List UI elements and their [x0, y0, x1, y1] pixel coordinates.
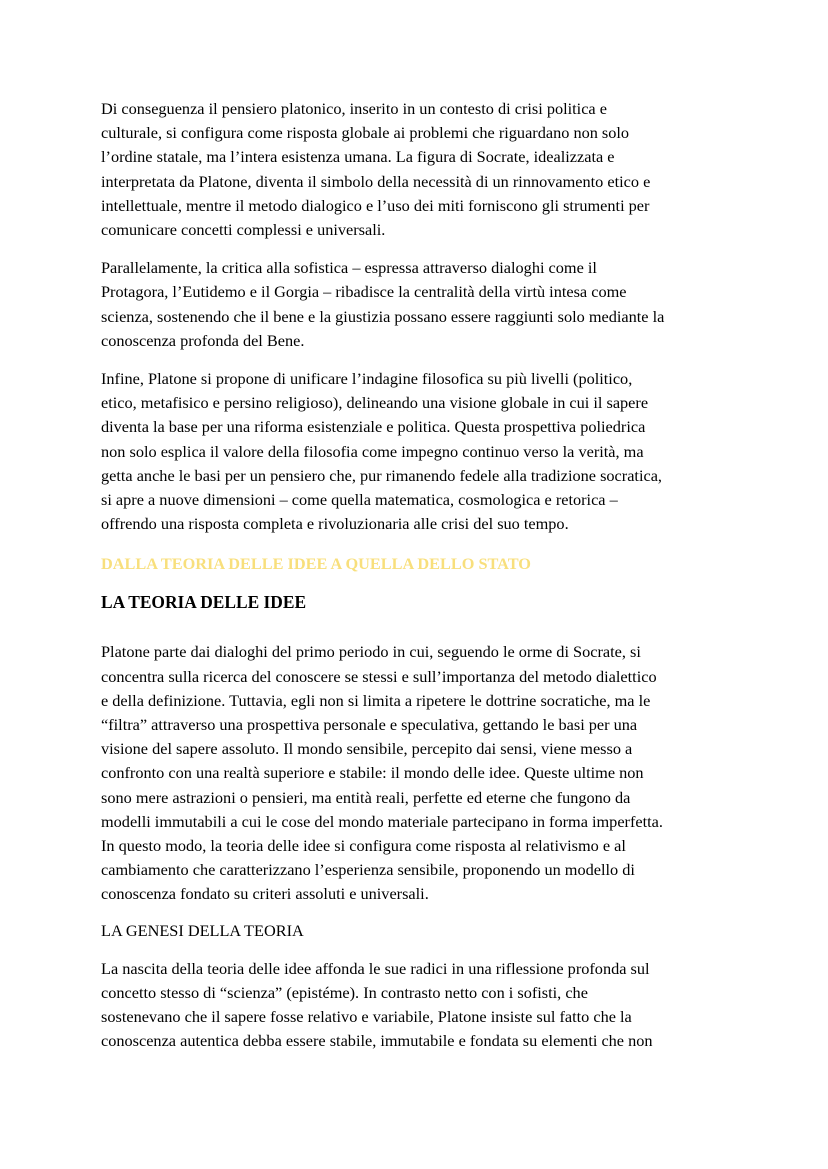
document-page — [101, 97, 741, 1054]
text-line: “filtra” attraverso una prospettiva personale e speculativa, gettando le basi per una — [101, 715, 638, 735]
text-line: sostenevano che il sapere fosse relativo e variabile, Platone insiste sul fatto che la — [101, 1007, 632, 1027]
text-line: concetto stesso di “scienza” (epistéme). In contrasto netto con i sofisti, che — [101, 982, 588, 1002]
text-line: getta anche le basi per un pensiero che, pur rimanendo fedele alla tradizione socratica, — [101, 465, 662, 485]
paragraph-sofistica — [101, 256, 741, 353]
heading-teoria-idee: LA TEORIA DELLE IDEE — [101, 592, 307, 613]
paragraph-crisi — [101, 97, 741, 242]
section-title: DALLA TEORIA DELLE IDEE A QUELLA DELLO STATO — [101, 554, 531, 574]
text-line: scienza, sostenendo che il bene e la giustizia possano essere raggiunti solo mediante la — [101, 306, 665, 326]
text-line: concentra sulla ricerca del conoscere se stessi e sull’importanza del metodo dialettico — [101, 666, 657, 686]
text-line: etico, metafisico e persino religioso), delineando una visione globale in cui il sapere — [101, 393, 649, 413]
text-line: La nascita della teoria delle idee affonda le sue radici in una riflessione profonda sul — [101, 958, 650, 978]
text-line: cambiamento che caratterizzano l’esperienza sensibile, proponendo un modello di — [101, 860, 635, 880]
text-line: intellettuale, mentre il metodo dialogico e l’uso dei miti forniscono gli strumenti per — [101, 195, 650, 215]
text-line: Parallelamente, la critica alla sofistica – espressa attraverso dialoghi come il — [101, 258, 597, 278]
text-line: conoscenza profonda del Bene. — [101, 330, 305, 350]
text-line: si apre a nuove dimensioni – come quella matematica, cosmologica e retorica – — [101, 490, 618, 510]
subheading-genesi: LA GENESI DELLA TEORIA — [101, 920, 304, 940]
paragraph-teoria-idee — [101, 640, 741, 906]
paragraph-infine — [101, 367, 741, 536]
text-line: confronto con una realtà superiore e stabile: il mondo delle idee. Queste ultime non — [101, 763, 644, 783]
text-line: offrendo una risposta completa e rivoluzionaria alle crisi del suo tempo. — [101, 514, 569, 534]
text-line: Infine, Platone si propone di unificare l’indagine filosofica su più livelli (politico, — [101, 369, 633, 389]
text-line: Di conseguenza il pensiero platonico, inserito in un contesto di crisi politica e — [101, 99, 607, 118]
paragraph-genesi — [101, 957, 741, 1054]
text-line: culturale, si configura come risposta globale ai problemi che riguardano non solo — [101, 123, 630, 143]
text-line: modelli immutabili a cui le cose del mondo materiale partecipano in forma imperfetta. — [101, 811, 663, 831]
text-line: l’ordine statale, ma l’intera esistenza umana. La figura di Socrate, idealizzata e — [101, 147, 615, 167]
text-line: comunicare concetti complessi e universali. — [101, 220, 386, 240]
text-line: conoscenza autentica debba essere stabile, immutabile e fondata su elementi che non — [101, 1031, 653, 1051]
text-line: In questo modo, la teoria delle idee si configura come risposta al relativismo e al — [101, 836, 626, 856]
text-line: conoscenza fondato su criteri assoluti e universali. — [101, 884, 429, 904]
text-line: Protagora, l’Eutidemo e il Gorgia – ribadisce la centralità della virtù intesa come — [101, 282, 627, 302]
text-line: sono mere astrazioni o pensieri, ma entità reali, perfette ed eterne che fungono da — [101, 787, 631, 807]
text-line: interpretata da Platone, diventa il simbolo della necessità di un rinnovamento etico e — [101, 171, 651, 191]
text-line: non solo esplica il valore della filosofia come impegno continuo verso la verità, ma — [101, 441, 644, 461]
text-line: e della definizione. Tuttavia, egli non si limita a ripetere le dottrine socratiche, ma le — [101, 690, 651, 710]
text-line: visione del sapere assoluto. Il mondo sensibile, percepito dai sensi, viene messo a — [101, 739, 633, 759]
text-line: diventa la base per una riforma esistenziale e politica. Questa prospettiva poliedrica — [101, 417, 646, 437]
text-line: Platone parte dai dialoghi del primo periodo in cui, seguendo le orme di Socrate, si — [101, 642, 641, 662]
